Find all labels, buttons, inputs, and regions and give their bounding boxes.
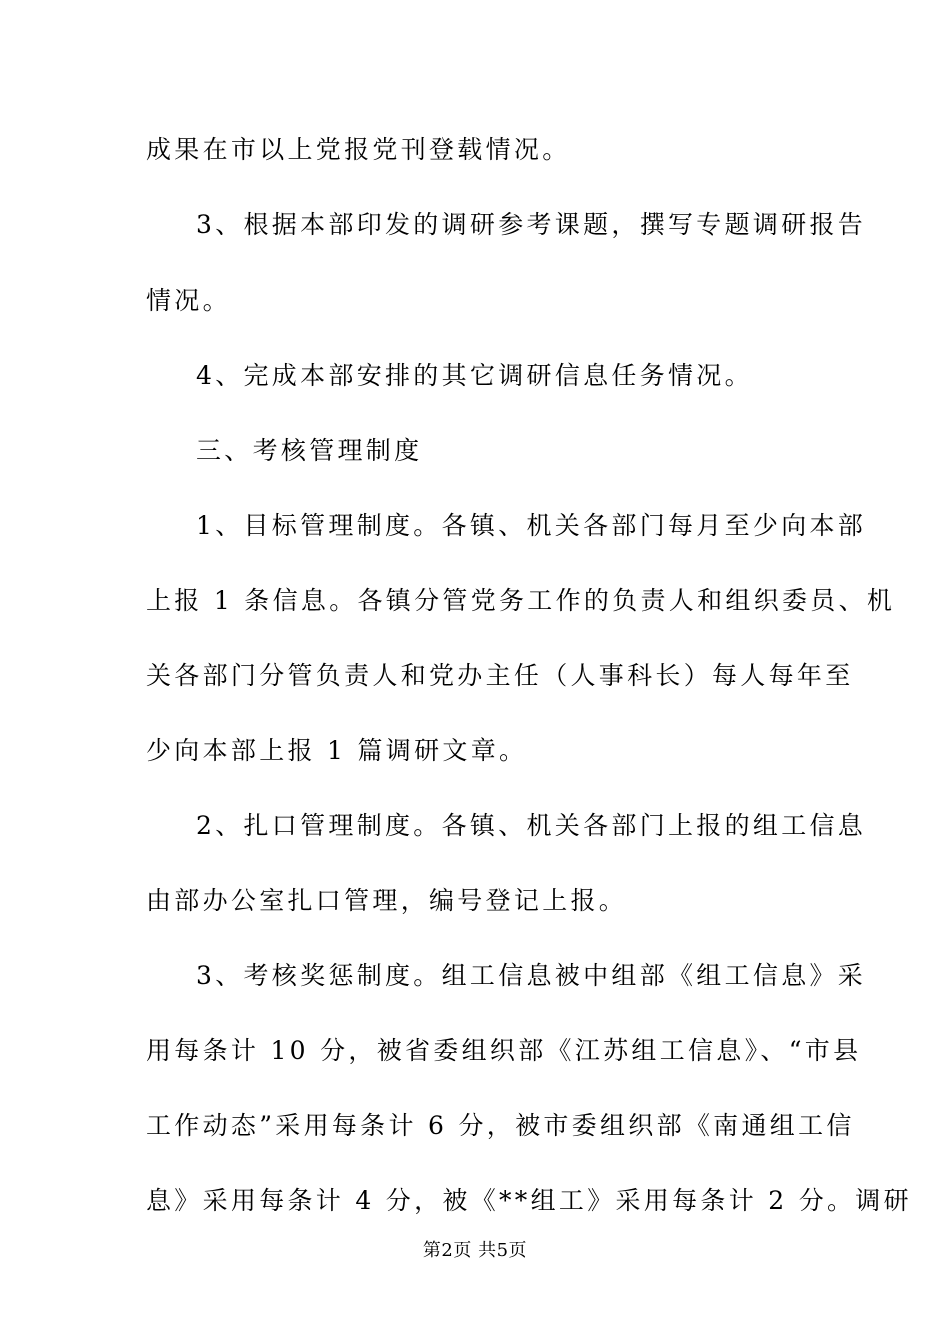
page-number-footer: 第2页 共5页 (422, 1240, 528, 1261)
paragraph-rule-1: 1、目标管理制度。各镇、机关各部门每月至少向本部 (196, 511, 867, 540)
text-line-15: 息》采用每条计 4 分，被《**组工》采用每条计 2 分。调研 (146, 1186, 912, 1215)
text-line-9: 少向本部上报 1 篇调研文章。 (146, 736, 528, 765)
text-line-1: 成果在市以上党报党刊登载情况。 (146, 135, 571, 164)
text-line-13: 用每条计 10 分，被省委组织部《江苏组工信息》、“市县 (146, 1036, 862, 1065)
section-heading: 三、考核管理制度 (196, 436, 423, 465)
paragraph-rule-2: 2、扎口管理制度。各镇、机关各部门上报的组工信息 (196, 811, 867, 840)
text-line-8: 关各部门分管负责人和党办主任（人事科长）每人每年至 (146, 661, 854, 690)
paragraph-item-3: 3、根据本部印发的调研参考课题，撰写专题调研报告 (196, 210, 867, 239)
text-line-11: 由部办公室扎口管理，编号登记上报。 (146, 886, 628, 915)
text-line-7: 上报 1 条信息。各镇分管党务工作的负责人和组织委员、机 (146, 586, 896, 615)
paragraph-rule-3: 3、考核奖惩制度。组工信息被中组部《组工信息》采 (196, 961, 867, 990)
text-line-14: 工作动态”采用每条计 6 分，被市委组织部《南通组工信 (146, 1111, 855, 1140)
text-line-3: 情况。 (146, 286, 231, 315)
paragraph-item-4: 4、完成本部安排的其它调研信息任务情况。 (196, 361, 753, 390)
